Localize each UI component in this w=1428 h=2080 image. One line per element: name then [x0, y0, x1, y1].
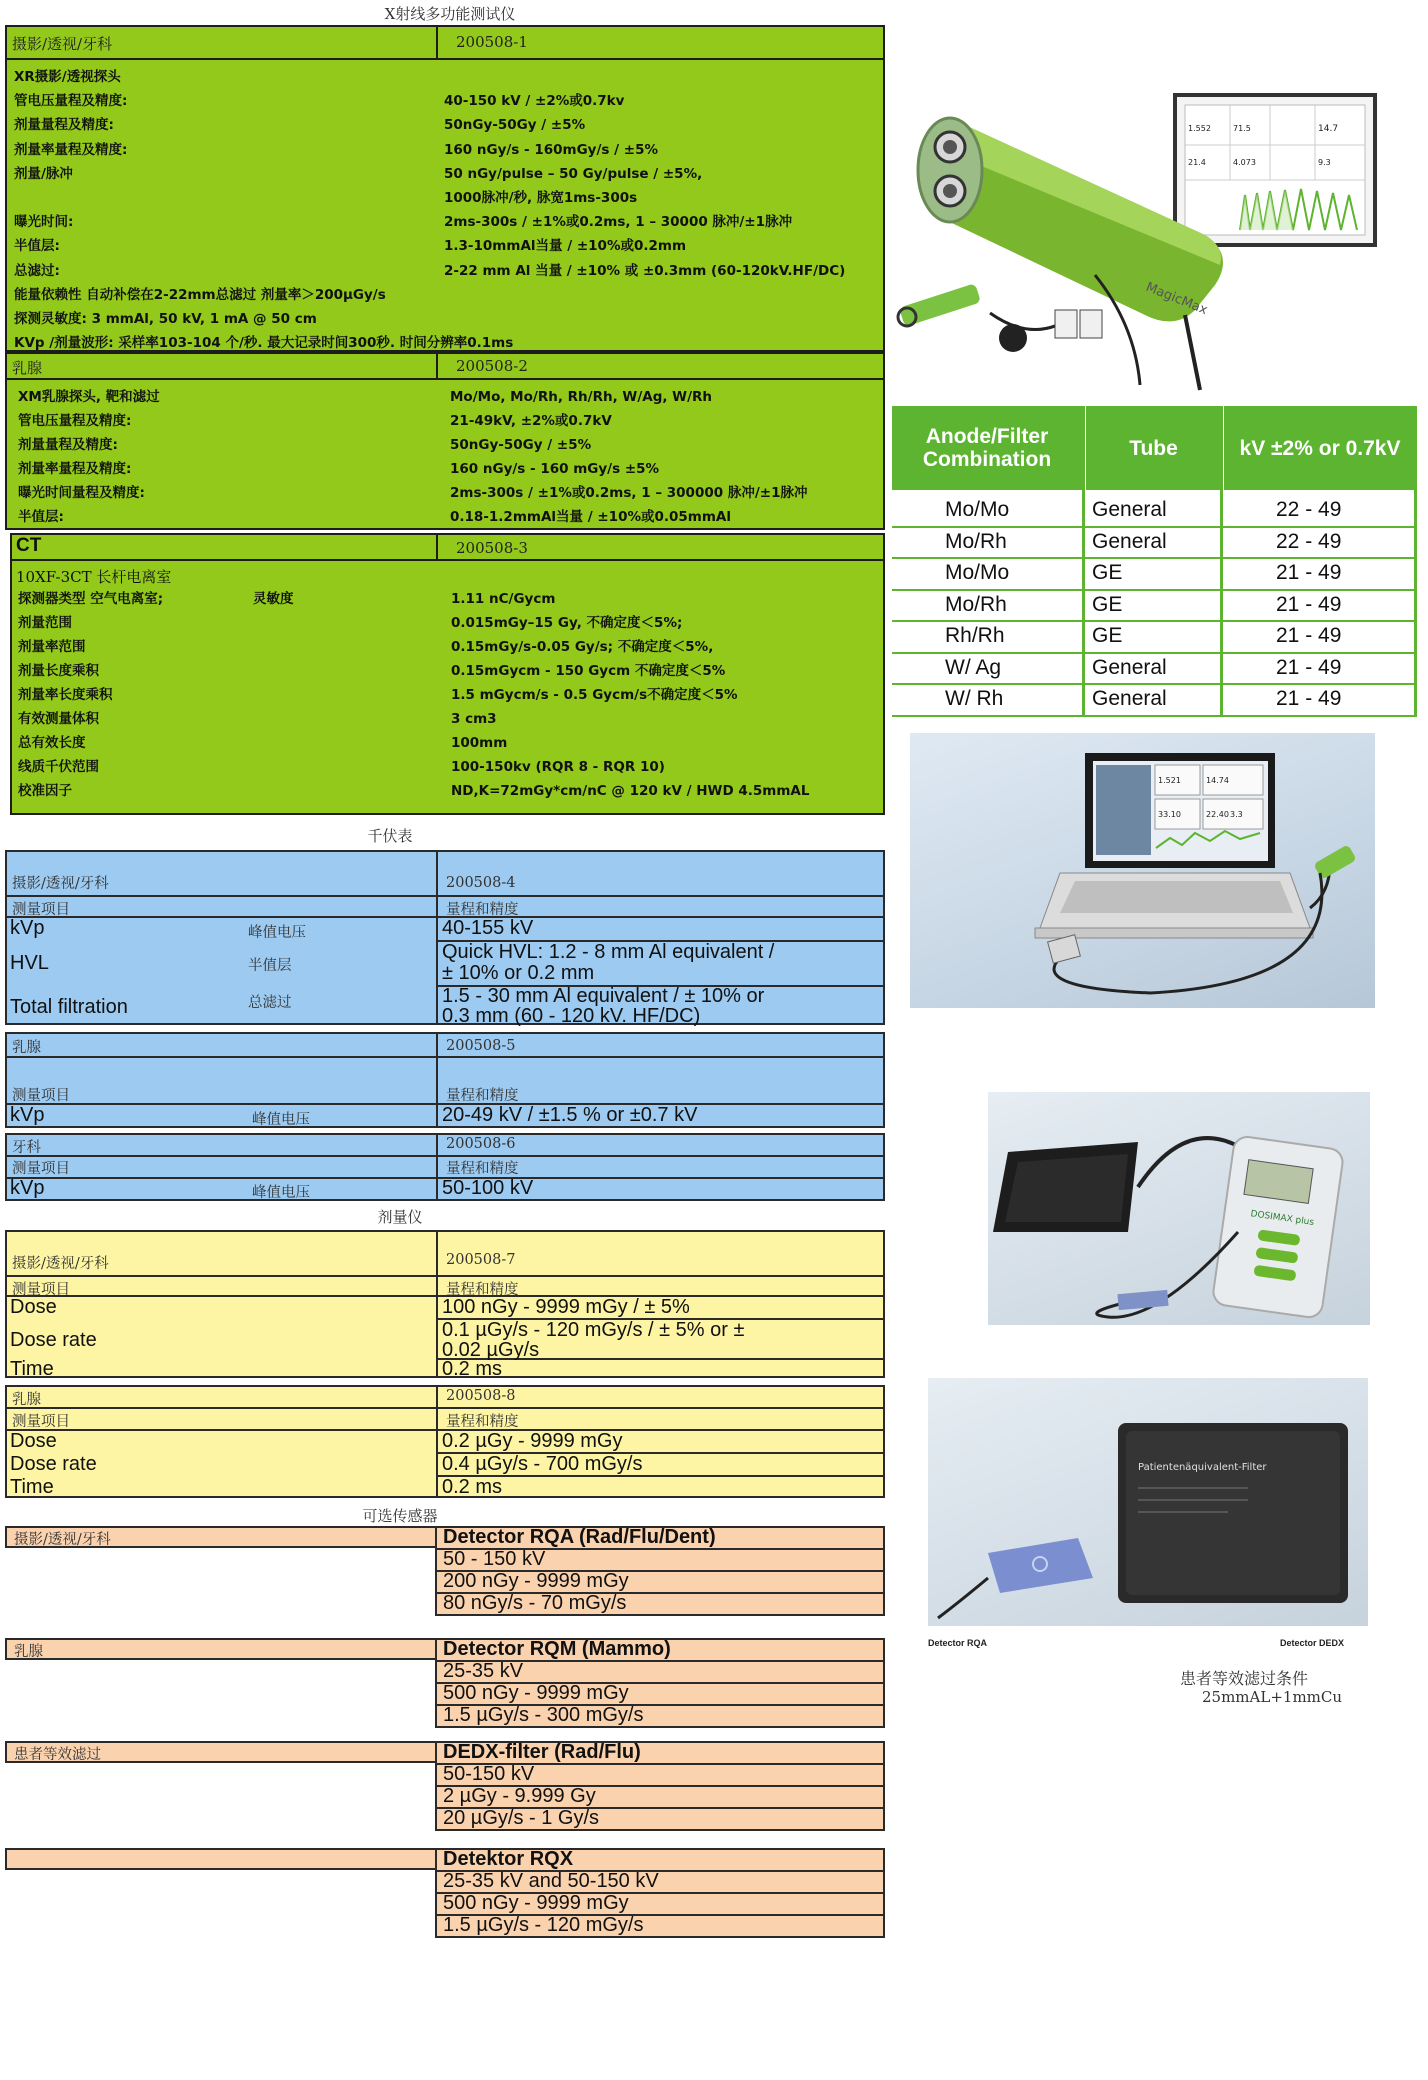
kv3-label: 牙科: [12, 1140, 41, 1156]
svg-text:14.74: 14.74: [1206, 776, 1229, 785]
magicmax-device-image: [895, 85, 1395, 400]
svg-text:14.7: 14.7: [1318, 124, 1339, 134]
sensor-title: Detector RQM (Mammo): [443, 1638, 671, 1660]
dose2-row0-v: 0.2 µGy - 9999 mGy: [442, 1430, 623, 1452]
anode-header-0: Anode/Filter Combination: [892, 406, 1082, 490]
green-value: 0.15mGy/s-0.05 Gy/s; 不确定度＜5%,: [451, 639, 714, 655]
green-key: 半值层:: [14, 238, 60, 255]
anode-cell: 21 - 49: [1276, 655, 1342, 679]
sensor-title: Detektor RQX: [443, 1848, 574, 1870]
handheld-dosimeter-image: [988, 1092, 1370, 1325]
anode-cell: Mo/Mo: [945, 561, 1010, 584]
filter-caption-2: 25mmAL+1mmCu: [1202, 1688, 1343, 1706]
sensor-spec: 50-150 kV: [443, 1763, 535, 1785]
green-value: ND,K=72mGy*cm/nC @ 120 kV / HWD 4.5mmAL: [451, 783, 810, 799]
green-key: 管电压量程及精度:: [18, 413, 132, 429]
green-code-3: 200508-3: [456, 539, 528, 557]
anode-cell: Mo/Rh: [945, 592, 1007, 616]
dose2-range-head: 量程和精度: [446, 1414, 519, 1430]
svg-text:4.073: 4.073: [1233, 158, 1256, 167]
kv1-row2-v1: 1.5 - 30 mm Al equivalent / ± 10% or: [442, 985, 765, 1007]
filter-caption-1: 患者等效滤过条件: [1180, 1669, 1309, 1688]
kv3-value: 50-100 kV: [442, 1177, 534, 1199]
kv1-row1-v1: Quick HVL: 1.2 - 8 mm Al equivalent /: [442, 941, 775, 963]
kv2-label: 乳腺: [12, 1040, 41, 1056]
sensor-spec: 500 nGy - 9999 mGy: [443, 1682, 629, 1704]
green-value: 50 nGy/pulse – 50 Gy/pulse / ±5%,: [444, 165, 703, 182]
dose1-range-head: 量程和精度: [446, 1282, 519, 1298]
green-value: 0.015mGy–15 Gy, 不确定度＜5%;: [451, 615, 683, 631]
kv-meter-caption: 千伏表: [367, 827, 413, 845]
sensor-title: Detector RQA (Rad/Flu/Dent): [443, 1526, 716, 1548]
label-detector-rqa: Detector RQA: [928, 1638, 988, 1648]
green-key: 校准因子: [18, 783, 72, 799]
dose2-row1-v: 0.4 µGy/s - 700 mGy/s: [442, 1453, 643, 1475]
green-value: 50nGy-50Gy / ±5%: [444, 117, 586, 134]
label-detector-dedx: Detector DEDX: [1280, 1638, 1345, 1648]
svg-text:MagicMax: MagicMax: [1143, 279, 1210, 319]
kv2-code: 200508-5: [446, 1038, 516, 1054]
kv1-range-head: 量程和精度: [446, 902, 519, 918]
kv3-cn: 峰值电压: [252, 1185, 310, 1201]
kv1-row2-en: Total filtration: [10, 996, 128, 1018]
kv1-row1-cn: 半值层: [248, 958, 292, 974]
dose2-row1-en: Dose rate: [10, 1453, 97, 1475]
sensor-label-cell: [5, 1638, 437, 1660]
sensor-spec: 25-35 kV: [443, 1660, 524, 1682]
green-key: 探测灵敏度: 3 mmAl, 50 kV, 1 mA @ 50 cm: [14, 311, 317, 327]
svg-text:1.521: 1.521: [1158, 776, 1181, 785]
green-value: 50nGy-50Gy / ±5%: [450, 437, 592, 453]
green-mid: 灵敏度: [253, 591, 294, 607]
kv1-row2-v2: 0.3 mm (60 - 120 kV. HF/DC): [442, 1005, 701, 1027]
anode-cell: 21 - 49: [1276, 561, 1342, 584]
green-key: 探测器类型 空气电离室;: [18, 591, 164, 607]
anode-cell: GE: [1092, 561, 1123, 584]
anode-cell: 22 - 49: [1276, 529, 1342, 553]
kv1-row0-cn: 峰值电压: [248, 925, 306, 941]
svg-text:1.552: 1.552: [1188, 124, 1211, 133]
sensor-spec: 200 nGy - 9999 mGy: [443, 1570, 629, 1592]
filter-plate-image: [928, 1378, 1368, 1626]
dose2-row2-v: 0.2 ms: [442, 1476, 503, 1498]
green-label-1: 摄影/透视/牙科: [12, 35, 113, 53]
sensor-label: 摄影/透视/牙科: [14, 1532, 111, 1548]
kv1-row1-en: HVL: [10, 952, 49, 974]
green-key: 剂量量程及精度:: [18, 437, 118, 453]
green-key: 剂量率范围: [18, 639, 86, 655]
kv2-en: kVp: [10, 1104, 45, 1126]
green-key: 曝光时间:: [14, 214, 74, 231]
green-key: 线质千伏范围: [18, 759, 99, 775]
green-value: 160 nGy/s - 160 mGy/s ±5%: [450, 461, 660, 477]
sensor-spec: 25-35 kV and 50-150 kV: [443, 1870, 659, 1892]
green-value: 2ms-300s / ±1%或0.2ms, 1 – 300000 脉冲/±1脉冲: [450, 485, 808, 501]
ct-subtitle: 10XF-3CT 长杆电离室: [16, 568, 172, 586]
sensor-spec: 2 µGy - 9.999 Gy: [443, 1785, 596, 1807]
sensor-spec: 20 µGy/s - 1 Gy/s: [443, 1807, 600, 1829]
dose1-row1-v2: 0.02 µGy/s: [442, 1339, 540, 1361]
sensor-label: 患者等效滤过: [14, 1747, 101, 1763]
green-value: 1000脉冲/秒, 脉宽1ms-300s: [444, 190, 638, 206]
dose1-code: 200508-7: [446, 1252, 516, 1268]
green-value: 1.5 mGycm/s - 0.5 Gycm/s不确定度＜5%: [451, 687, 738, 703]
green-value: 1.3-10mmAl当量 / ±10%或0.2mm: [444, 238, 687, 255]
filter-plate-drawing: [928, 1378, 1368, 1626]
sensor-spec: 80 nGy/s - 70 mGy/s: [443, 1592, 627, 1614]
green-key: 总有效长度: [18, 735, 86, 751]
green-key: 有效测量体积: [18, 711, 99, 727]
dose1-label: 摄影/透视/牙科: [12, 1256, 109, 1272]
kv2-item-head: 测量项目: [12, 1088, 70, 1104]
svg-text:22.40: 22.40: [1206, 810, 1229, 819]
green-key: 半值层:: [18, 509, 64, 525]
green-key: 管电压量程及精度:: [14, 93, 128, 110]
dose2-row2-en: Time: [10, 1476, 54, 1498]
sensor-label-cell: [5, 1848, 437, 1870]
kv1-code: 200508-4: [446, 875, 516, 891]
green-key: 曝光时间量程及精度:: [18, 485, 145, 501]
dose1-row0-en: Dose: [10, 1296, 57, 1318]
anode-cell: 21 - 49: [1276, 624, 1342, 647]
sensor-spec: 1.5 µGy/s - 300 mGy/s: [443, 1704, 644, 1726]
green-value: 21-49kV, ±2%或0.7kV: [450, 413, 612, 429]
anode-cell: General: [1092, 529, 1167, 553]
green-value: 100-150kv (RQR 8 - RQR 10): [451, 759, 665, 775]
kv2-cn: 峰值电压: [252, 1112, 310, 1128]
green-value: 0.15mGycm - 150 Gycm 不确定度＜5%: [451, 663, 726, 679]
green-key: KVp /剂量波形: 采样率103-104 个/秒. 最大记录时间300秒. 时间分辨率0.1ms: [14, 335, 514, 352]
sensor-spec: 50 - 150 kV: [443, 1548, 546, 1570]
green-key: 剂量率量程及精度:: [14, 141, 128, 158]
anode-cell: GE: [1092, 624, 1123, 647]
anode-cell: Rh/Rh: [945, 624, 1005, 647]
dose1-row0-v1: 100 nGy - 9999 mGy / ± 5%: [442, 1296, 690, 1318]
anode-cell: 21 - 49: [1276, 687, 1342, 710]
kv3-en: kVp: [10, 1177, 45, 1199]
dose2-item-head: 测量项目: [12, 1414, 70, 1430]
laptop-image: [910, 733, 1375, 1008]
green-key: XR摄影/透视探头: [14, 69, 121, 85]
svg-text:33.10: 33.10: [1158, 810, 1181, 819]
anode-cell: 22 - 49: [1276, 498, 1342, 521]
green-value: 2-22 mm Al 当量 / ±10% 或 ±0.3mm (60-120kV.HF/DC): [444, 262, 846, 279]
kv1-row0-en: kVp: [10, 917, 45, 939]
anode-cell: General: [1092, 687, 1167, 710]
kv3-range-head: 量程和精度: [446, 1161, 519, 1177]
dose1-row1-v1: 0.1 µGy/s - 120 mGy/s / ± 5% or ±: [442, 1319, 745, 1341]
green-key: 能量依赖性 自动补偿在2-22mm总滤过 剂量率＞200μGy/s: [14, 286, 386, 303]
green-key: 剂量量程及精度:: [14, 117, 114, 134]
kv3-code: 200508-6: [446, 1136, 516, 1152]
anode-cell: Mo/Rh: [945, 529, 1007, 553]
svg-text:9.3: 9.3: [1318, 158, 1331, 167]
green-value: 2ms-300s / ±1%或0.2ms, 1 – 30000 脉冲/±1脉冲: [444, 214, 793, 231]
anode-cell: General: [1092, 655, 1167, 679]
kv1-item-head: 测量项目: [12, 902, 70, 918]
anode-header-2: kV ±2% or 0.7kV: [1224, 406, 1416, 490]
green-key: 剂量/脉冲: [14, 165, 73, 182]
anode-header-1: Tube: [1086, 406, 1221, 490]
green-value: 3 cm3: [451, 711, 497, 727]
page-title: X射线多功能测试仪: [384, 5, 516, 23]
sensors-caption: 可选传感器: [362, 1507, 438, 1525]
green-key: 剂量率长度乘积: [18, 687, 113, 703]
dose1-row2-en: Time: [10, 1358, 54, 1380]
green-key: 剂量长度乘积: [18, 663, 99, 679]
anode-cell: General: [1092, 498, 1167, 521]
handheld-drawing: [988, 1092, 1370, 1325]
sensor-spec: 1.5 µGy/s - 120 mGy/s: [443, 1914, 644, 1936]
sensor-spec: 500 nGy - 9999 mGy: [443, 1892, 629, 1914]
kv3-item-head: 测量项目: [12, 1161, 70, 1177]
kv1-row0-v1: 40-155 kV: [442, 917, 534, 939]
green-key: 剂量率量程及精度:: [18, 461, 132, 477]
anode-cell: 21 - 49: [1276, 592, 1342, 616]
svg-text:21.4: 21.4: [1188, 158, 1206, 167]
green-value: 160 nGy/s - 160mGy/s / ±5%: [444, 141, 658, 158]
svg-text:3.3: 3.3: [1230, 810, 1243, 819]
anode-cell: W/ Rh: [945, 687, 1004, 710]
svg-text:71.5: 71.5: [1233, 124, 1251, 133]
green-key: 总滤过:: [14, 262, 60, 279]
svg-text:DOSIMAX plus: DOSIMAX plus: [1249, 1209, 1315, 1228]
dose1-item-head: 测量项目: [12, 1282, 70, 1298]
sensor-label: 乳腺: [14, 1644, 43, 1660]
green-code-1: 200508-1: [456, 33, 528, 51]
monitor-screen: [1175, 95, 1375, 245]
dose1-row2-v1: 0.2 ms: [442, 1358, 503, 1380]
green-code-2: 200508-2: [456, 357, 528, 375]
dose2-row0-en: Dose: [10, 1430, 57, 1452]
kv1-label: 摄影/透视/牙科: [12, 876, 109, 892]
anode-cell: Mo/Mo: [945, 498, 1010, 521]
anode-cell: W/ Ag: [945, 655, 1002, 679]
dosimeter-caption: 剂量仪: [377, 1208, 423, 1226]
green-value: 100mm: [451, 735, 508, 751]
green-value: 1.11 nC/Gycm: [451, 591, 556, 607]
kv1-row1-v2: ± 10% or 0.2 mm: [442, 962, 595, 984]
kv2-value: 20-49 kV / ±1.5 % or ±0.7 kV: [442, 1104, 698, 1126]
dose1-row1-en: Dose rate: [10, 1329, 97, 1351]
green-value: 0.18-1.2mmAl当量 / ±10%或0.05mmAl: [450, 509, 732, 525]
kv1-row2-cn: 总滤过: [248, 995, 292, 1011]
green-label-3: CT: [16, 535, 42, 556]
green-key: XM乳腺探头, 靶和滤过: [18, 389, 160, 405]
green-label-2: 乳腺: [12, 359, 43, 377]
laptop-drawing: [910, 733, 1375, 1008]
dose2-label: 乳腺: [12, 1392, 41, 1408]
kv2-range-head: 量程和精度: [446, 1088, 519, 1104]
sensor-title: DEDX-filter (Rad/Flu): [443, 1741, 641, 1763]
dose2-code: 200508-8: [446, 1388, 516, 1404]
green-key: 剂量范围: [18, 615, 72, 631]
anode-cell: GE: [1092, 592, 1123, 616]
green-value: Mo/Mo, Mo/Rh, Rh/Rh, W/Ag, W/Rh: [450, 389, 713, 405]
green-value: 40-150 kV / ±2%或0.7kv: [444, 93, 625, 110]
svg-text:Patientenäquivalent-Filter: Patientenäquivalent-Filter: [1138, 1462, 1267, 1473]
